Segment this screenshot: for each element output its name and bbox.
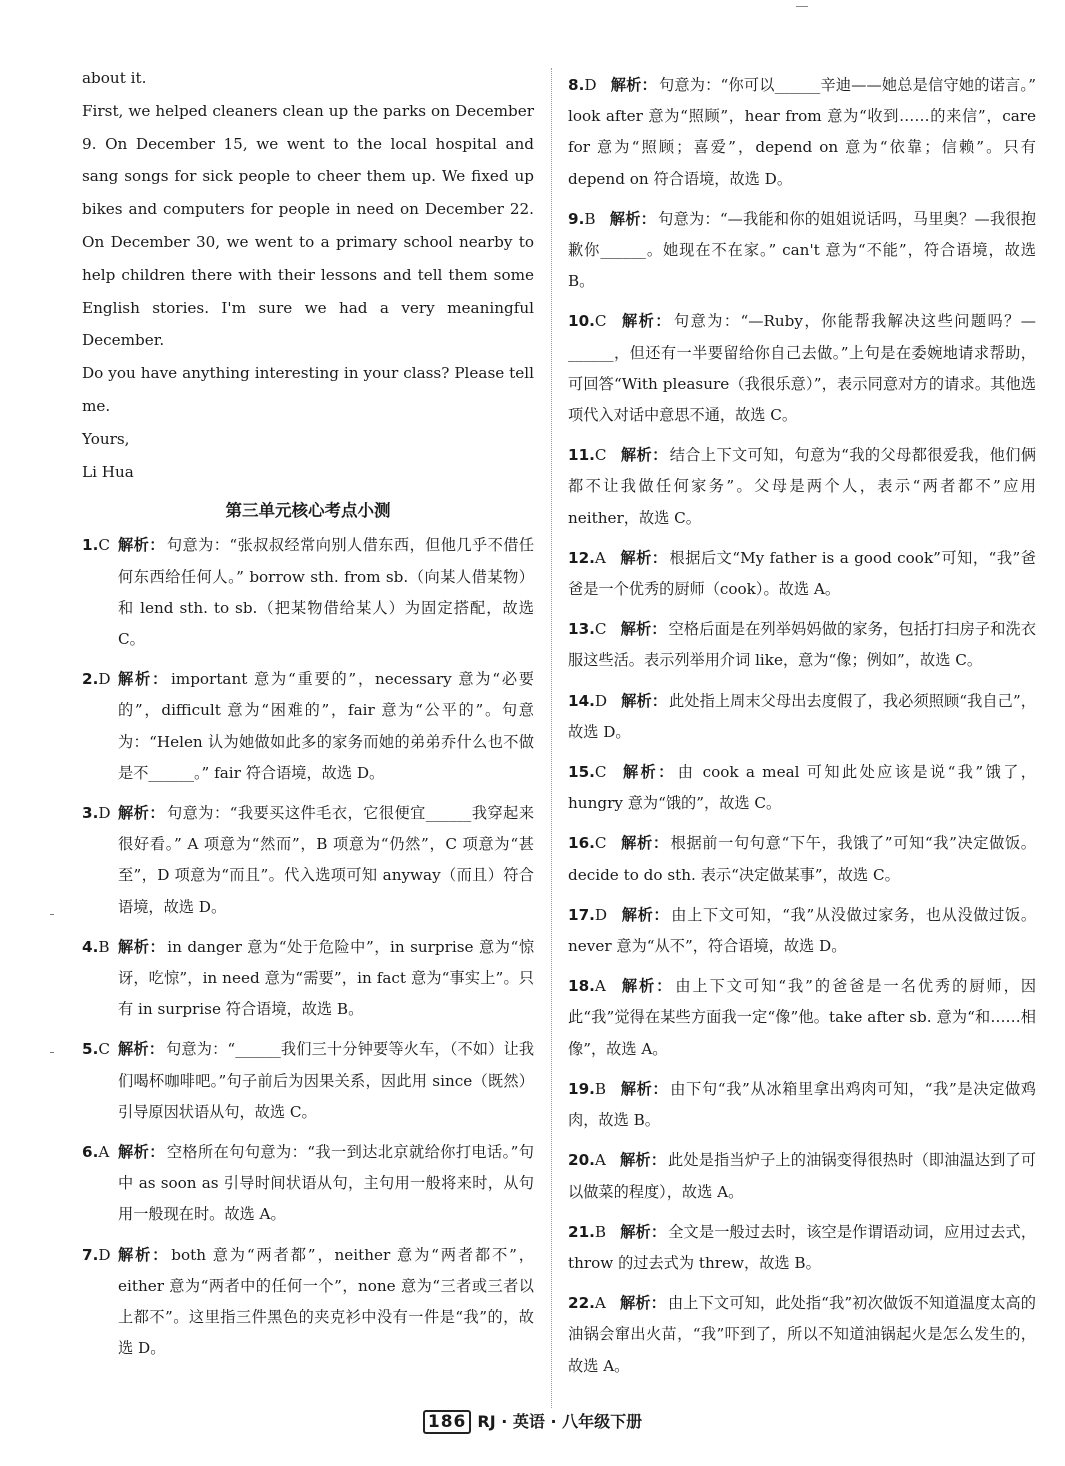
- item-label: 解析：: [609, 209, 657, 228]
- item-label: 解析：: [621, 905, 670, 924]
- answer-item: [82, 932, 534, 1026]
- item-answer: C: [594, 312, 607, 331]
- item-explanation: 空格所在句句意为：“我一到达北京就给你打电话。”句中 as soon as 引导时间状语从句，主句用一般将来时，从句用一般现在时。故选 A。: [118, 1143, 534, 1224]
- item-label: 解析：: [118, 536, 165, 555]
- item-answer: C: [594, 763, 607, 782]
- item-answer: C: [594, 620, 607, 639]
- letter-paragraph: Do you have anything interesting in your class? Please tell me.: [82, 364, 534, 415]
- page-footer: [0, 1408, 1065, 1436]
- item-label: 解析：: [118, 803, 165, 822]
- item-explanation: 句意为：“我要买这件毛衣，它很便宜______我穿起来很好看。” A 项意为“然而”，B 项意为“仍然”，C 项意为“甚至”，D 项意为“而且”。代入选项可知 anyway（而且）符合语境，故选 D。: [118, 803, 535, 916]
- item-answer: D: [594, 905, 608, 924]
- sample-letter: [82, 62, 534, 488]
- item-number: 13.C: [568, 620, 607, 639]
- item-number: 16.C: [568, 834, 607, 853]
- item-label: 解析：: [619, 977, 674, 996]
- item-explanation: 全文是一般过去时，该空是作谓语动词，应用过去式，throw 的过去式为 threw，故选 B。: [568, 1222, 1037, 1272]
- item-answer: B: [98, 937, 110, 956]
- item-label: 解析：: [619, 1151, 667, 1170]
- answer-item: [568, 543, 1036, 605]
- item-explanation: 句意为：“—Ruby，你能帮我解决这些问题吗？—______，但还有一半要留给你自己去做。”上句是在委婉地请求帮助，可回答“With pleasure（我很乐意）”，表示同意对方的请求。其他选项代入对话中意思不通，故选 C。: [568, 312, 1036, 425]
- top-tick-mark: [796, 6, 808, 7]
- item-number: 22.A: [568, 1294, 606, 1313]
- item-explanation: 此处指上周末父母出去度假了，我必须照顾“我自己”，故选 D。: [568, 691, 1036, 741]
- letter-paragraph: First, we helped cleaners clean up the parks on December 9. On December 15, we went to the local hospital and sang songs for sick people to cheer them up. We fixed up bikes and computers for people in need on December 22. On December 30, we went to a primary school nearby to help children there with their lessons and tell them some English stories. I'm sure we had a very meaningful December.: [82, 101, 534, 350]
- item-explanation: in danger 意为“处于危险中”，in surprise 意为“惊讶，吃惊”，in need 意为“需要”，in fact 意为“事实上”。只有 in surprise 符合语境，故选 B。: [118, 937, 535, 1019]
- item-label: 解析：: [620, 446, 668, 465]
- item-answer: D: [98, 803, 111, 822]
- answer-item: [568, 757, 1036, 819]
- item-answer: D: [584, 76, 597, 94]
- answer-item: [568, 1074, 1036, 1136]
- item-label: 解析：: [620, 312, 672, 331]
- item-number: 17.D: [568, 905, 608, 924]
- item-label: 解析：: [620, 763, 676, 782]
- answer-item: [568, 686, 1036, 748]
- item-label: 解析：: [619, 548, 668, 567]
- item-answer: C: [98, 1040, 110, 1059]
- item-number: 8.D: [568, 76, 597, 94]
- item-label: 解析：: [118, 937, 166, 956]
- answer-item: [568, 1145, 1036, 1207]
- item-number: 3.D: [82, 803, 111, 822]
- answer-item: [82, 798, 534, 923]
- item-explanation: 由上下文可知“我”的爸爸是一名优秀的厨师，因此“我”觉得在某些方面我一定“像”他。take after sb. 意为“和……相像”，故选 A。: [568, 977, 1037, 1058]
- item-number: 10.C: [568, 312, 607, 331]
- answer-item: [82, 530, 534, 655]
- item-label: 解析：: [620, 1079, 669, 1098]
- answer-item: [568, 828, 1036, 890]
- item-explanation: 由下句“我”从冰箱里拿出鸡肉可知，“我”是决定做鸡肉，故选 B。: [568, 1079, 1036, 1130]
- item-explanation: both 意为“两者都”，neither 意为“两者都不”，either 意为“两者中的任何一个”，none 意为“三者或三者以上都不”。这里指三件黑色的夹克衫中没有一件是“我”的，故选 D。: [118, 1245, 534, 1358]
- section-title: 第三单元核心考点小测: [225, 501, 391, 521]
- item-explanation: 根据前一句句意“下午，我饿了”可知“我”决定做饭。decide to do sth. 表示“决定做某事”，故选 C。: [568, 834, 1036, 884]
- item-label: 解析：: [118, 1245, 170, 1264]
- item-explanation: 结合上下文可知，句意为“我的父母都很爱我，他们俩都不让我做任何家务”。父母是两个人，表示“两者都不”应用 neither，故选 C。: [568, 446, 1037, 527]
- item-answer: D: [98, 670, 111, 689]
- item-explanation: 句意为：“你可以______辛迪——她总是信守她的诺言。” look after 意为“照顾”，hear from 意为“收到……的来信”，care for 意为“照顾；喜爱”，depend on 意为“依靠；信赖”。只有 depend on 符合语境，故选 D。: [568, 76, 1036, 188]
- item-number: 21.B: [568, 1222, 607, 1241]
- item-explanation: 由上下文可知，“我”从没做过家务，也从没做过饭。never 意为“从不”，符合语境，故选 D。: [568, 905, 1037, 956]
- answer-item: [82, 1240, 534, 1365]
- item-number: 6.A: [82, 1143, 110, 1162]
- item-number: 18.A: [568, 977, 606, 996]
- item-explanation: important 意为“重要的”，necessary 意为“必要的”，difficult 意为“困难的”，fair 意为“公平的”。句意为：“Helen 认为她做如此多的家务而她的弟弟乔什么也不做是不______。” fair 符合语境，故选 D。: [118, 670, 534, 782]
- letter-closing: Yours,: [82, 429, 130, 448]
- item-answer: A: [594, 1151, 606, 1170]
- item-explanation: 空格后面是在列举妈妈做的家务，包括打扫房子和洗衣服这些活。表示列举用介词 like，意为“像；例如”，故选 C。: [568, 620, 1037, 670]
- letter-line: about it.: [82, 69, 147, 87]
- item-explanation: 句意为：“______我们三十分钟要等火车，（不如）让我们喝杯咖啡吧。”句子前后为因果关系，因此用 since（既然）引导原因状语从句，故选 C。: [118, 1040, 535, 1121]
- item-label: 解析：: [118, 1040, 165, 1059]
- item-label: 解析：: [621, 691, 668, 710]
- item-answer: A: [98, 1143, 110, 1162]
- left-column: [82, 62, 534, 1373]
- right-column: [568, 70, 1036, 1391]
- answer-item: [568, 1288, 1036, 1382]
- item-number: 5.C: [82, 1040, 110, 1059]
- answer-item: [568, 440, 1036, 534]
- item-answer: D: [594, 691, 608, 710]
- margin-mark: [50, 1052, 54, 1053]
- item-label: 解析：: [118, 1143, 165, 1162]
- item-answer: B: [584, 209, 596, 228]
- item-explanation: 由上下文可知，此处指“我”初次做饭不知道温度太高的油锅会窜出火苗，“我”吓到了，所以不知道油锅起火是怎么发生的，故选 A。: [568, 1294, 1036, 1375]
- answer-item: [568, 900, 1036, 962]
- item-answer: B: [594, 1222, 607, 1241]
- item-answer: A: [594, 1294, 606, 1313]
- item-number: 11.C: [568, 446, 607, 465]
- footer-text: RJ · 英语 · 八年级下册: [477, 1412, 643, 1431]
- item-number: 7.D: [82, 1245, 111, 1264]
- item-explanation: 根据后文“My father is a good cook”可知，“我”爸爸是一个优秀的厨师（cook）。故选 A。: [568, 548, 1036, 599]
- margin-mark: [50, 914, 54, 915]
- item-number: 4.B: [82, 937, 110, 956]
- item-label: 解析：: [620, 834, 669, 853]
- letter-signature: Li Hua: [82, 462, 134, 481]
- item-answer: C: [594, 834, 607, 853]
- answer-item: [568, 204, 1036, 298]
- answer-item: [82, 1034, 534, 1128]
- item-explanation: 此处是指当炉子上的油锅变得很热时（即油温达到了可以做菜的程度），故选 A。: [568, 1151, 1037, 1201]
- item-number: 15.C: [568, 763, 607, 782]
- item-number: 20.A: [568, 1151, 606, 1170]
- item-answer: A: [594, 548, 606, 567]
- item-answer: A: [594, 977, 606, 996]
- item-number: 14.D: [568, 691, 608, 710]
- item-answer: C: [98, 536, 110, 555]
- item-label: 解析：: [619, 1294, 666, 1313]
- column-divider: [551, 68, 552, 1408]
- item-answer: B: [594, 1079, 607, 1098]
- answer-item: [82, 1137, 534, 1231]
- answer-item: [568, 70, 1036, 195]
- answer-item: [568, 306, 1036, 431]
- item-label: 解析：: [620, 1222, 667, 1241]
- answer-item: [568, 971, 1036, 1065]
- item-answer: C: [594, 446, 607, 465]
- item-number: 2.D: [82, 670, 111, 689]
- item-answer: D: [98, 1245, 111, 1264]
- item-number: 9.B: [568, 209, 596, 228]
- item-explanation: 句意为：“—我能和你的姐姐说话吗，马里奥？—我很抱歉你______。她现在不在家。” can't 意为“不能”，符合语境，故选 B。: [568, 209, 1037, 291]
- page-number: 186: [423, 1410, 472, 1434]
- item-number: 19.B: [568, 1079, 607, 1098]
- item-label: 解析：: [610, 76, 657, 94]
- answer-item: [82, 664, 534, 789]
- item-label: 解析：: [118, 670, 169, 689]
- answer-item: [568, 614, 1036, 676]
- item-explanation: 由 cook a meal 可知此处应该是说“我”饿了，hungry 意为“饿的”，故选 C。: [568, 763, 1036, 813]
- item-number: 12.A: [568, 548, 606, 567]
- item-label: 解析：: [620, 620, 667, 639]
- answer-item: [568, 1217, 1036, 1279]
- item-number: 1.C: [82, 536, 110, 555]
- item-explanation: 句意为：“张叔叔经常向别人借东西，但他几乎不借任何东西给任何人。” borrow sth. from sb.（向某人借某物）和 lend sth. to sb.（把某物借给某人）为固定搭配，故选 C。: [118, 536, 535, 648]
